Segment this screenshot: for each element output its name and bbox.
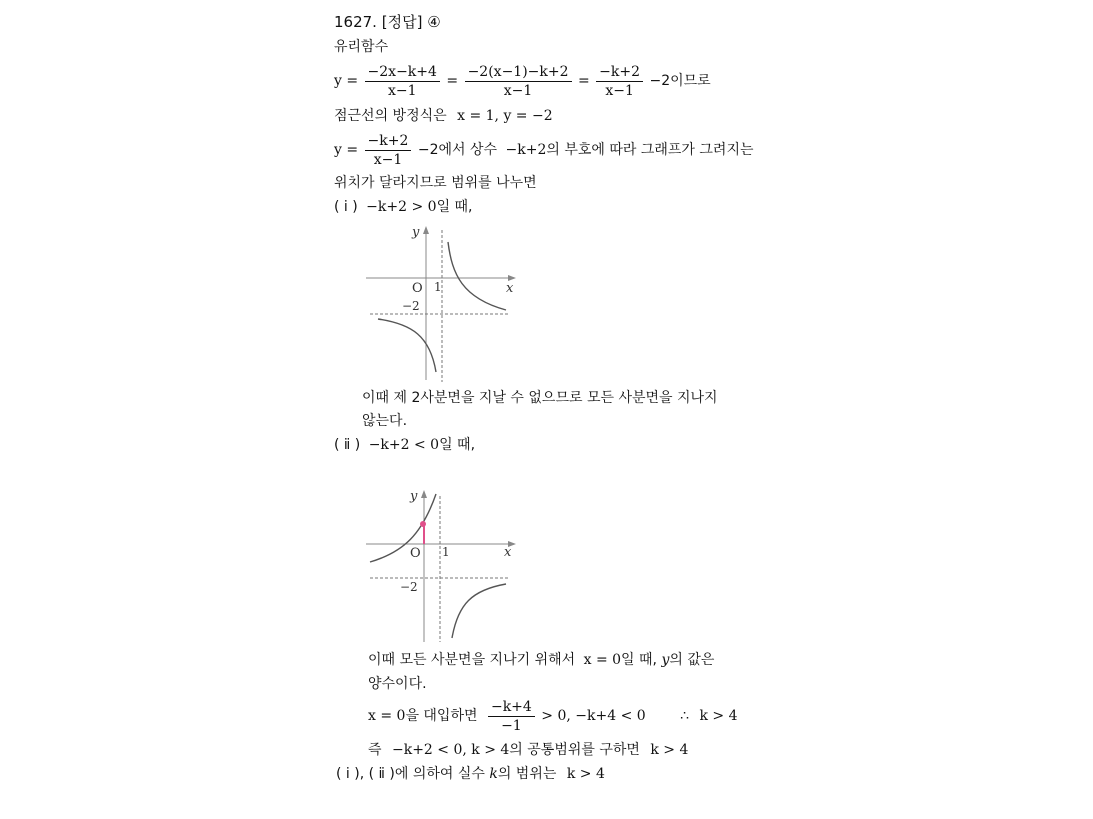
fraction-3-denominator: x−1 xyxy=(605,82,634,99)
graph-case-1 xyxy=(360,222,530,384)
tick-label-y-minus-2: −2 xyxy=(400,580,418,594)
fraction-3 xyxy=(596,63,643,100)
eq2-lhs: y = xyxy=(334,142,359,158)
topic-label: 유리함수 xyxy=(334,39,389,55)
y-intercept-point xyxy=(420,521,426,527)
substitution-fraction xyxy=(488,698,535,735)
eq1-tail: −2이므로 xyxy=(649,73,711,89)
answer-label: [정답] xyxy=(381,13,423,31)
y-axis-label: y xyxy=(412,225,420,240)
asymptote-prefix: 점근선의 방정식은 xyxy=(334,108,447,124)
problem-number: 1627. xyxy=(334,13,377,31)
fraction-2 xyxy=(465,63,572,100)
y-axis-arrow-icon xyxy=(423,226,429,234)
case-2-note-1-pre: 이때 모든 사분면을 지나기 위해서 xyxy=(368,652,576,668)
curve-lower-left xyxy=(378,319,436,372)
conclusion-variable: k xyxy=(489,766,498,782)
substitution-line xyxy=(368,697,738,735)
substitution-numerator: −k+4 xyxy=(488,698,535,717)
equation-2 xyxy=(334,131,754,169)
fraction-1 xyxy=(365,63,440,100)
graph-case-2 xyxy=(360,486,530,646)
equals-sign: = xyxy=(577,73,590,89)
x-axis-label: x xyxy=(506,281,514,296)
asymptote-equation: x = 1, y = −2 xyxy=(457,108,553,124)
equation-1 xyxy=(334,62,711,100)
case-2-label: ( ⅱ ) xyxy=(334,437,361,453)
case-1-heading xyxy=(334,197,473,217)
fraction-3-numerator: −k+2 xyxy=(596,63,643,82)
case-1-note-1: 이때 제 2사분면을 지날 수 없으므로 모든 사분면을 지나지 xyxy=(362,390,718,406)
eq1-lhs: y = xyxy=(334,73,359,89)
summary-text: 의 공통범위를 구하면 xyxy=(509,742,640,758)
case-2-note-1-math: x = 0 xyxy=(583,652,622,668)
summary-line xyxy=(368,740,688,760)
summary-prefix: 즉 xyxy=(368,742,382,758)
substitution-result: k > 4 xyxy=(699,708,738,724)
summary-result: k > 4 xyxy=(650,742,689,758)
fraction-1-numerator: −2x−k+4 xyxy=(365,63,440,82)
case-2-condition: −k+2 < 0 xyxy=(368,437,440,453)
case-1-note-2: 않는다. xyxy=(362,413,408,429)
conclusion-result: k > 4 xyxy=(566,766,605,782)
substitution-denominator: −1 xyxy=(501,717,522,734)
tick-label-x-1: 1 xyxy=(434,280,442,294)
eq2-tail-math: −k+2 xyxy=(505,142,547,158)
fraction-2-denominator: x−1 xyxy=(503,82,533,99)
therefore-symbol: ∴ xyxy=(680,708,690,724)
case-2-heading xyxy=(334,435,475,455)
eq2-tail-pre: −2에서 상수 xyxy=(417,142,498,158)
curve-lower-right xyxy=(452,584,506,638)
fraction-4-denominator: x−1 xyxy=(373,151,403,168)
origin-label: O xyxy=(410,546,421,561)
conclusion-label: ( ⅰ ), ( ⅱ ) xyxy=(336,766,395,782)
case-1-label: ( ⅰ ) xyxy=(334,199,358,215)
asymptote-line xyxy=(334,106,553,126)
conclusion-text-2: 의 범위는 xyxy=(497,766,557,782)
answer-symbol: ④ xyxy=(427,13,441,31)
y-axis-label: y xyxy=(410,489,418,504)
case-1-condition: −k+2 > 0 xyxy=(366,199,437,215)
case-2-note-1 xyxy=(368,650,714,670)
curve-upper-left xyxy=(370,494,436,562)
case-2-note-1-mid: 일 때, xyxy=(621,652,657,668)
conclusion-line xyxy=(336,764,605,784)
substitution-math: x = 0 xyxy=(368,708,406,724)
fraction-2-numerator: −2(x−1)−k+2 xyxy=(465,63,572,82)
curve-upper-right xyxy=(448,242,506,310)
tick-label-x-1: 1 xyxy=(442,545,450,559)
case-2-note-1-y: y xyxy=(661,652,670,668)
eq2-tail-post: 의 부호에 따라 그래프가 그려지는 xyxy=(546,142,754,158)
split-text: 위치가 달라지므로 범위를 나누면 xyxy=(334,175,537,191)
case-2-note-2: 양수이다. xyxy=(368,676,427,692)
origin-label: O xyxy=(412,281,423,296)
substitution-inequality: > 0, −k+4 < 0 xyxy=(541,708,646,724)
case-2-note-1-post: 의 값은 xyxy=(669,652,715,668)
case-1-suffix: 일 때, xyxy=(436,199,473,215)
y-axis-arrow-icon xyxy=(421,490,427,498)
fraction-4-numerator: −k+2 xyxy=(365,132,412,151)
tick-label-y-minus-2: −2 xyxy=(402,299,420,313)
summary-math: −k+2 < 0, k > 4 xyxy=(391,742,510,758)
x-axis-label: x xyxy=(504,545,512,560)
fraction-4 xyxy=(365,132,412,169)
equals-sign: = xyxy=(446,73,459,89)
case-2-suffix: 일 때, xyxy=(439,437,476,453)
fraction-1-denominator: x−1 xyxy=(387,82,417,99)
conclusion-text-1: 에 의하여 실수 xyxy=(394,766,485,782)
problem-header xyxy=(334,12,441,32)
substitution-text: 을 대입하면 xyxy=(405,708,478,724)
